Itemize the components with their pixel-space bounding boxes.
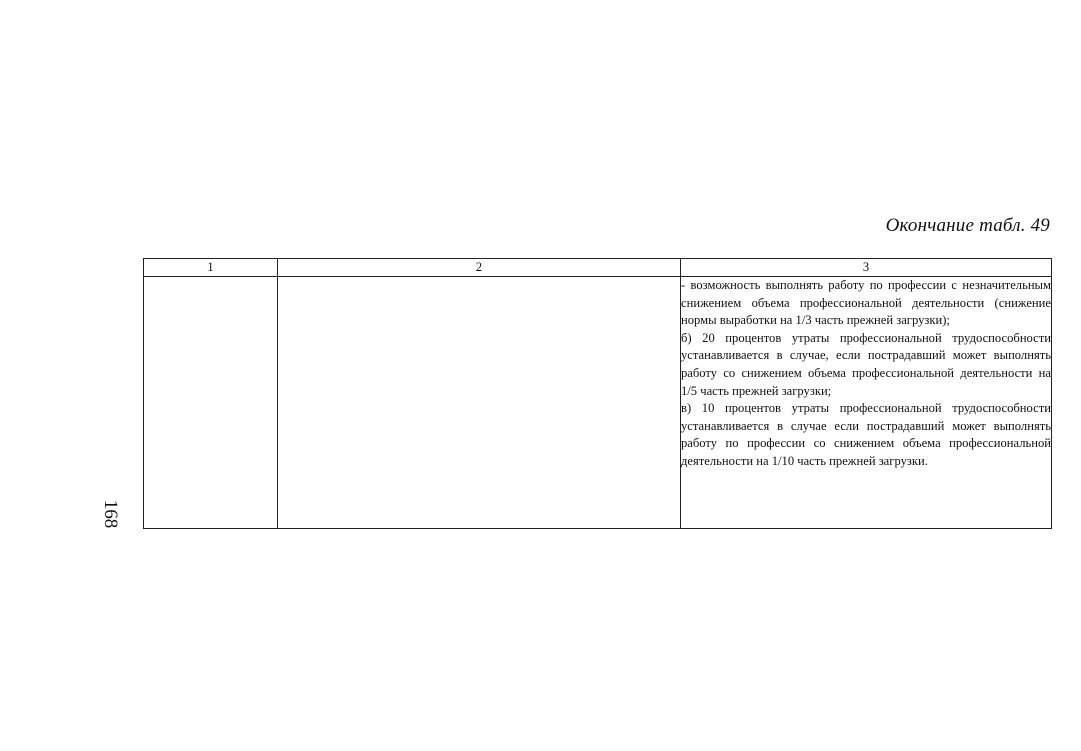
- table-header-row: [144, 259, 1052, 277]
- table-cell-col3: [681, 277, 1052, 529]
- cell-paragraph: в) 10 процентов утраты профессиональной трудоспособности устанавливается в случае если пострадавший может выполнять работу по профессии со снижением объема профессиональной деятельности на 1/10 часть прежней загрузки.: [681, 401, 1051, 468]
- table-row: [144, 277, 1052, 529]
- table-cell-col2: [278, 277, 681, 529]
- column-header-1: 1: [144, 259, 278, 277]
- table-caption: Окончание табл. 49: [885, 215, 1050, 236]
- table-cell-col1: [144, 277, 278, 529]
- column-header-2: 2: [278, 259, 681, 277]
- data-table: [143, 258, 1052, 529]
- cell-paragraph: б) 20 процентов утраты профессиональной трудоспособности устанавливается в случае, если пострадавший может выполнять работу со снижением объема профессиональной деятельности на 1/5 часть прежней загрузки;: [681, 330, 1051, 398]
- column-header-3: 3: [681, 259, 1052, 277]
- cell-paragraph: - возможность выполнять работу по профессии с незначительным снижением объема профессиональной деятельности (снижение нормы выработки на 1/3 часть прежней загрузки);: [681, 278, 1051, 328]
- page-number: 168: [100, 499, 121, 529]
